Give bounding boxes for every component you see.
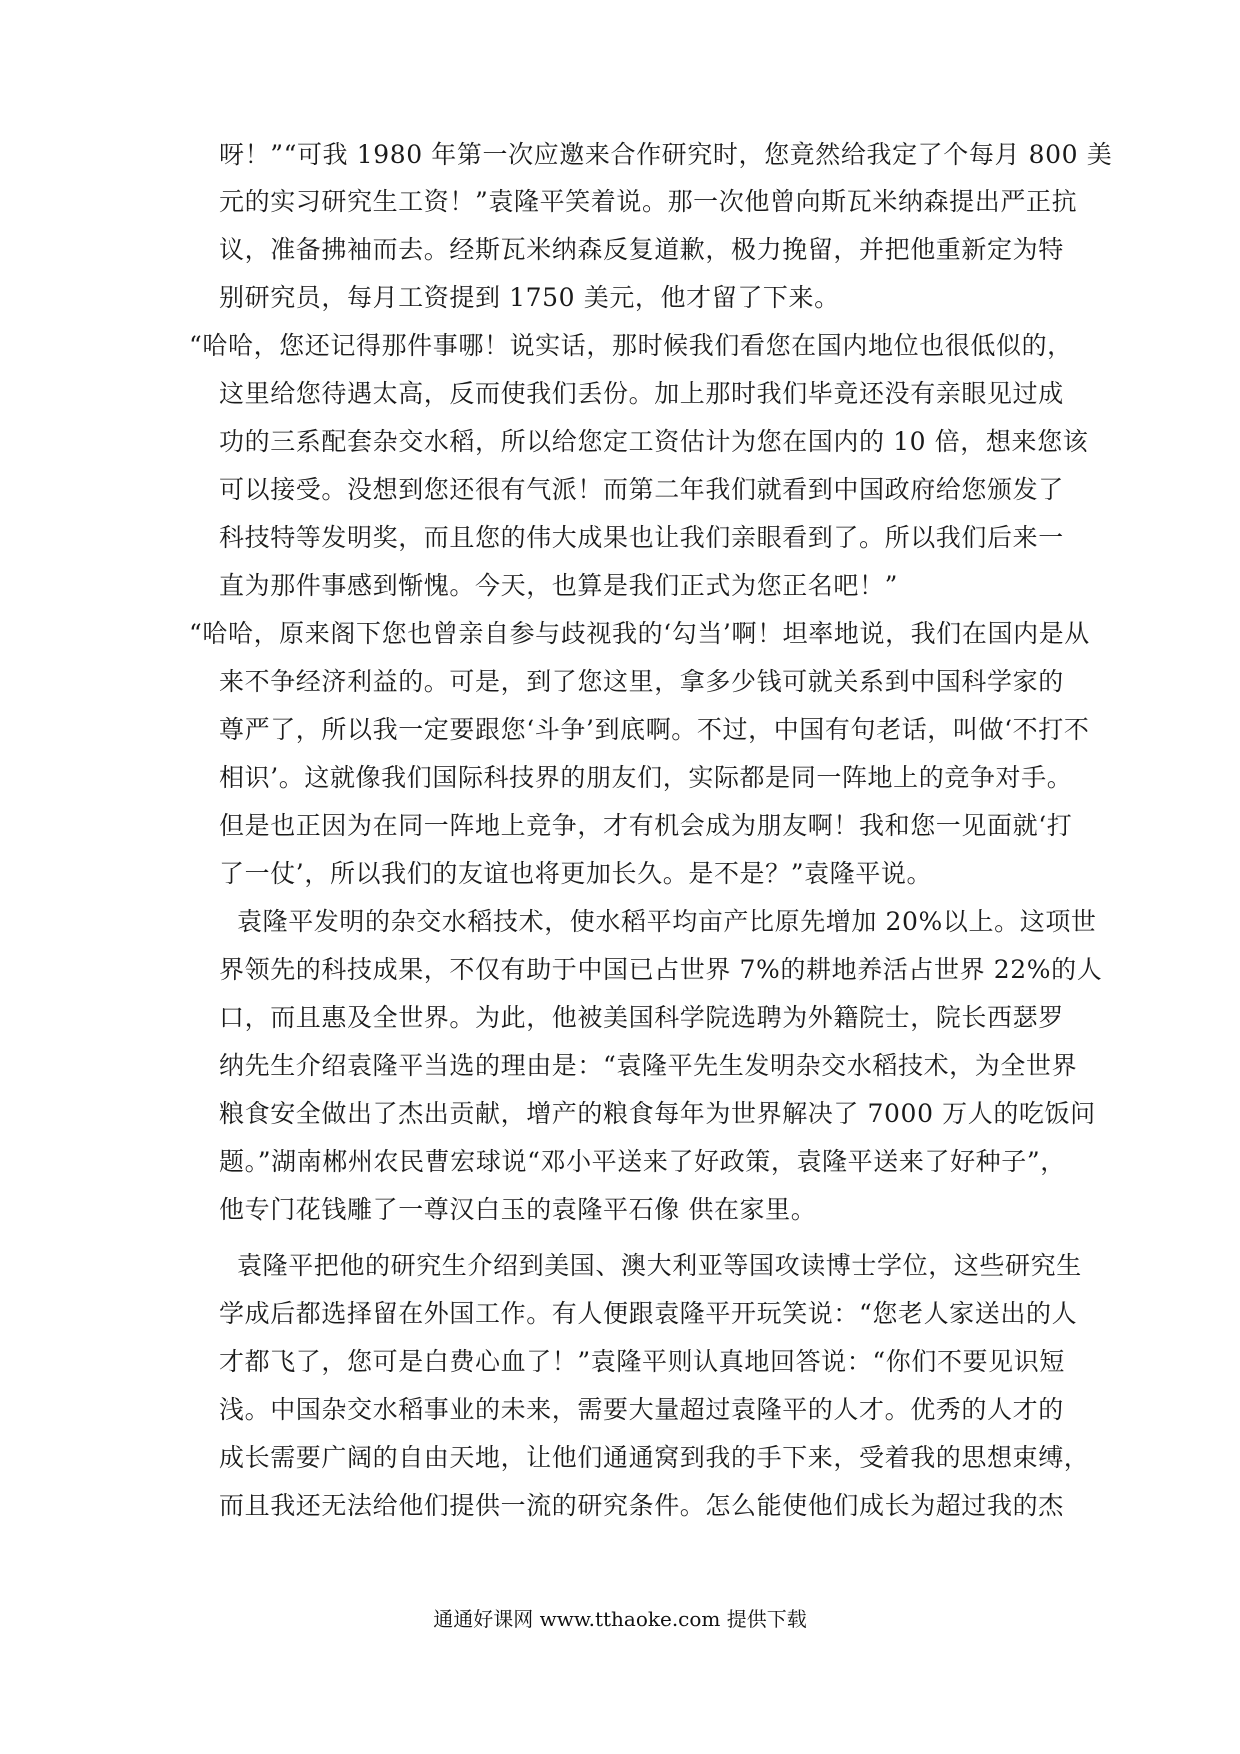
text-line: 纳先生介绍袁隆平当选的理由是：“袁隆平先生发明杂交水稻技术，为全世界 [219,1051,1078,1080]
text-line: 而且我还无法给他们提供一流的研究条件。怎么能使他们成长为超过我的杰 [219,1491,1064,1520]
text-line: 浅。中国杂交水稻事业的未来，需要大量超过袁隆平的人才。优秀的人才的 [219,1395,1064,1424]
text-line: 袁隆平发明的杂交水稻技术，使水稻平均亩产比原先增加 20%以上。这项世 [237,907,1097,936]
text-line: 了一仗’，所以我们的友谊也将更加长久。是不是？”袁隆平说。 [219,859,933,888]
text-line: 尊严了，所以我一定要跟您‘斗争’到底啊。不过，中国有句老话，叫做‘不打不 [219,715,1090,744]
text-line: 才都飞了，您可是白费心血了！”袁隆平则认真地回答说：“你们不要见识短 [219,1347,1065,1376]
text-line: 议，准备拂袖而去。经斯瓦米纳森反复道歉，极力挽留，并把他重新定为特 [219,235,1064,264]
text-line: 相识’。这就像我们国际科技界的朋友们，实际都是同一阵地上的竞争对手。 [219,763,1073,792]
text-line: 这里给您待遇太高，反而使我们丢份。加上那时我们毕竟还没有亲眼见过成 [219,379,1064,408]
text-line: 成长需要广阔的自由天地，让他们通通窝到我的手下来，受着我的思想束缚， [219,1443,1090,1472]
text-line: “哈哈，原来阁下您也曾亲自参与歧视我的‘勾当’啊！坦率地说，我们在国内是从 [189,619,1090,648]
text-line: 界领先的科技成果，不仅有助于中国已占世界 7%的耕地养活占世界 22%的人 [219,955,1103,984]
page-footer: 通通好课网 www.tthaoke.com 提供下载 [433,1607,807,1631]
text-line: 他专门花钱雕了一尊汉白玉的袁隆平石像 供在家里。 [219,1195,817,1224]
text-line: 直为那件事感到惭愧。今天，也算是我们正式为您正名吧！” [219,571,898,600]
text-line: 呀！”“可我 1980 年第一次应邀来合作研究时，您竟然给我定了个每月 800 美 [219,140,1113,169]
text-line: 来不争经济利益的。可是，到了您这里，拿多少钱可就关系到中国科学家的 [219,667,1064,696]
text-line: 可以接受。没想到您还很有气派！而第二年我们就看到中国政府给您颁发了 [219,475,1064,504]
text-line: 袁隆平把他的研究生介绍到美国、澳大利亚等国攻读博士学位，这些研究生 [237,1251,1082,1280]
text-line: 但是也正因为在同一阵地上竞争，才有机会成为朋友啊！我和您一见面就‘打 [219,811,1073,840]
text-line: 别研究员，每月工资提到 1750 美元，他才留了下来。 [219,283,840,312]
text-line: 粮食安全做出了杰出贡献，增产的粮食每年为世界解决了 7000 万人的吃饭问 [219,1099,1096,1128]
text-line: 科技特等发明奖，而且您的伟大成果也让我们亲眼看到了。所以我们后来一 [219,523,1064,552]
text-line: 学成后都选择留在外国工作。有人便跟袁隆平开玩笑说：“您老人家送出的人 [219,1299,1078,1328]
text-line: 元的实习研究生工资！”袁隆平笑着说。那一次他曾向斯瓦米纳森提出严正抗 [219,187,1078,216]
text-line: 功的三系配套杂交水稻，所以给您定工资估计为您在国内的 10 倍，想来您该 [219,427,1089,456]
text-line: 题。”湖南郴州农民曹宏球说“邓小平送来了好政策，袁隆平送来了好种子”， [219,1147,1066,1176]
text-line: 口，而且惠及全世界。为此，他被美国科学院选聘为外籍院士，院长西瑟罗 [219,1003,1064,1032]
text-line: “哈哈，您还记得那件事哪！说实话，那时候我们看您在国内地位也很低似的， [189,331,1073,360]
